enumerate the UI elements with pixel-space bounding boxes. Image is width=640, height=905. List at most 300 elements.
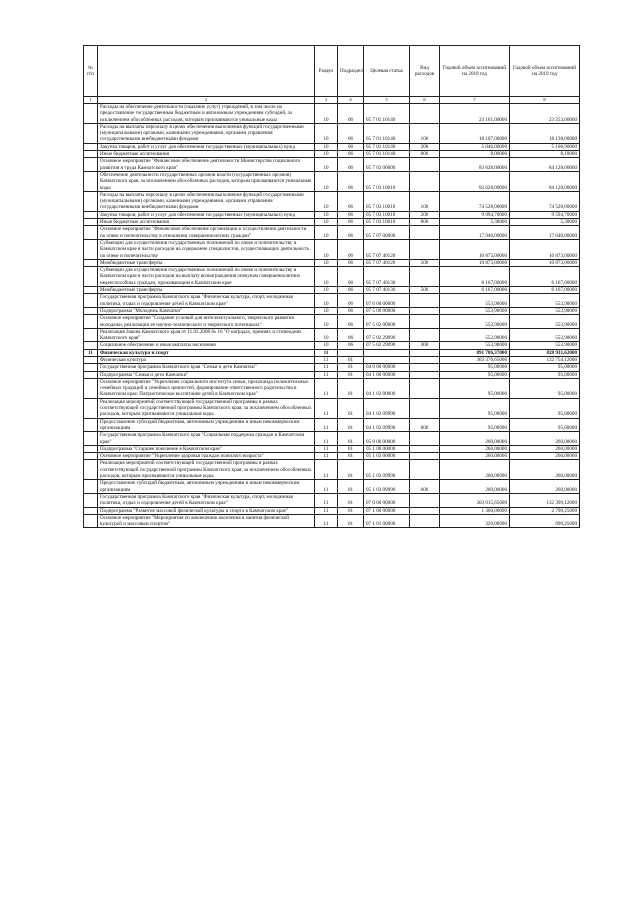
row-amount-2018: 9 094,70000 <box>440 211 510 218</box>
row-section: 10 <box>315 123 338 143</box>
header-expense-type: Вид расходов <box>410 46 440 97</box>
row-name: Иные бюджетные ассигнования <box>98 219 315 226</box>
row-target-article: 04 1 02 09990 <box>364 398 410 418</box>
row-number <box>84 480 98 494</box>
row-name: Физическая культура <box>98 356 315 363</box>
row-name: Субвенции для осуществления государственных полномочий по опеке и попечительству в Камчатском крае в части расходов на содержание специалистов, осуществляющих деятельность по опеке и попечительству <box>98 239 315 259</box>
header-section: Раздел <box>315 46 338 97</box>
header-amount-2019: Годовой объем ассигнований на 2019 год <box>510 46 580 97</box>
column-index-row <box>84 97 580 104</box>
row-expense-type <box>410 453 440 460</box>
row-section: 11 <box>315 398 338 418</box>
row-expense-type: 500 <box>410 259 440 266</box>
row-name: Физическая культура и спорт <box>98 349 315 356</box>
row-amount-2019: 690,25000 <box>510 514 580 528</box>
row-expense-type: 100 <box>410 123 440 143</box>
row-amount-2018: 553,90000 <box>440 294 510 308</box>
row-expense-type <box>410 371 440 378</box>
row-section: 10 <box>315 307 338 314</box>
column-index: 1 <box>84 97 98 104</box>
row-amount-2019: 5 106,90000 <box>510 143 580 150</box>
row-expense-type <box>410 398 440 418</box>
table-row <box>84 349 580 356</box>
row-subsection: 01 <box>338 460 364 480</box>
table-row <box>84 151 580 158</box>
row-name: Расходы на выплаты персоналу в целях обеспечения выполнения функций государственными (муниципальными) органами, казенными учреждениями, органами управления государственными внебюджетными фондами <box>98 191 315 211</box>
row-expense-type: 600 <box>410 480 440 494</box>
row-number: 11 <box>84 349 98 356</box>
row-subsection: 06 <box>338 219 364 226</box>
row-name: Предоставление субсидий бюджетным, автономным учреждениям и иным некоммерческим организациям <box>98 480 315 494</box>
row-number <box>84 418 98 432</box>
header-number: № п/п <box>84 46 98 97</box>
row-target-article: 07 0 00 00000 <box>364 294 410 308</box>
row-amount-2018: 6 167,00000 <box>440 267 510 287</box>
row-target-article <box>364 349 410 356</box>
row-amount-2018: 1 360,00000 <box>440 507 510 514</box>
row-section: 11 <box>315 371 338 378</box>
row-amount-2018: 10 873,00000 <box>440 239 510 259</box>
row-section: 11 <box>315 514 338 528</box>
row-expense-type <box>410 364 440 371</box>
row-number <box>84 378 98 398</box>
row-target-article: 05 7 03 00000 <box>364 158 410 172</box>
row-amount-2019: 95,00000 <box>510 418 580 432</box>
row-name: Расходы на выплаты персоналу в целях обеспечения выполнения функций государственными (муниципальными) органами, казенными учреждениями, органами управления государственными внебюджетными фондами <box>98 123 315 143</box>
row-expense-type <box>410 349 440 356</box>
row-section: 10 <box>315 158 338 172</box>
table-row <box>84 398 580 418</box>
row-amount-2018: 95,00000 <box>440 378 510 398</box>
row-name: Закупка товаров, работ и услуг для обеспечения государственных (муниципальных) нужд <box>98 211 315 218</box>
row-target-article: 07 5 02 29090 <box>364 328 410 342</box>
row-name: Межбюджетные трансферты <box>98 259 315 266</box>
column-index: 3 <box>315 97 338 104</box>
row-amount-2019: 553,90000 <box>510 328 580 342</box>
row-subsection: 06 <box>338 211 364 218</box>
table-body <box>84 104 580 528</box>
row-amount-2018: 553,90000 <box>440 315 510 329</box>
row-subsection: 01 <box>338 514 364 528</box>
table-row <box>84 514 580 528</box>
row-name: Основное мероприятие "Финансовое обеспечение деятельности Министерства социального развития и труда Камчатского края" <box>98 158 315 172</box>
row-subsection: 06 <box>338 226 364 240</box>
row-number <box>84 226 98 240</box>
row-section: 10 <box>315 328 338 342</box>
row-number <box>84 219 98 226</box>
row-amount-2019: 260,00000 <box>510 460 580 480</box>
row-amount-2018: 303 370,65000 <box>440 356 510 363</box>
budget-document <box>83 45 579 528</box>
row-name: Основное мероприятие "Укрепление социального института семьи, пропаганда положительных семейных традиций и семейных ценностей, формирование ответственного родительства в Камчатском крае. Патриотическое воспитание детей в Камчатском крае" <box>98 378 315 398</box>
row-amount-2019: 10 873,00000 <box>510 239 580 259</box>
row-amount-2019: 95,00000 <box>510 364 580 371</box>
row-expense-type: 500 <box>410 287 440 294</box>
row-section: 10 <box>315 239 338 259</box>
row-name: Подпрограмма "Развитие массовой физической культуры и спорта в Камчатском крае" <box>98 507 315 514</box>
row-expense-type <box>410 307 440 314</box>
row-target-article: 05 1 03 00000 <box>364 453 410 460</box>
row-expense-type <box>410 104 440 124</box>
row-expense-type <box>410 239 440 259</box>
header-row <box>84 46 580 97</box>
row-amount-2019: 828 931,62000 <box>510 349 580 356</box>
table-row <box>84 315 580 329</box>
row-subsection: 01 <box>338 507 364 514</box>
row-amount-2019: 18 138,00000 <box>510 123 580 143</box>
row-number <box>84 191 98 211</box>
row-section: 10 <box>315 226 338 240</box>
row-section: 10 <box>315 143 338 150</box>
row-amount-2018: 74 528,00000 <box>440 191 510 211</box>
row-subsection: 06 <box>338 123 364 143</box>
row-name: Межбюджетные трансферты <box>98 287 315 294</box>
row-section: 11 <box>315 432 338 446</box>
row-amount-2018: 260,00000 <box>440 460 510 480</box>
row-section: 10 <box>315 342 338 349</box>
row-subsection: 01 <box>338 371 364 378</box>
row-target-article: 05 7 07 40130 <box>364 287 410 294</box>
row-number <box>84 371 98 378</box>
row-name: Подпрограмма "Семья и дети Камчатки" <box>98 371 315 378</box>
row-name: Основное мероприятие "Мероприятия по вовлечению населения в занятия физической культурой и массовым спортом" <box>98 514 315 528</box>
row-section: 11 <box>315 507 338 514</box>
table-row <box>84 445 580 452</box>
row-subsection: 06 <box>338 191 364 211</box>
row-number <box>84 171 98 191</box>
row-number <box>84 356 98 363</box>
row-expense-type <box>410 267 440 287</box>
row-target-article: 05 7 07 40120 <box>364 259 410 266</box>
row-section: 10 <box>315 191 338 211</box>
row-number <box>84 364 98 371</box>
budget-table <box>83 45 580 528</box>
row-amount-2019: 10 873,00000 <box>510 259 580 266</box>
row-expense-type: 600 <box>410 418 440 432</box>
header-amount-2018: Годовой объем ассигнований на 2018 год <box>440 46 510 97</box>
row-expense-type <box>410 226 440 240</box>
row-subsection: 06 <box>338 158 364 172</box>
row-section: 11 <box>315 356 338 363</box>
table-row <box>84 307 580 314</box>
row-amount-2018: 95,00000 <box>440 418 510 432</box>
row-section: 10 <box>315 219 338 226</box>
row-name: Расходы на обеспечение деятельности (оказание услуг) учреждений, в том числе на предоставление государственным бюджетным и автономным учреждениям субсидий, за исключением обособленных расходов, которым присваиваются уникальные коды <box>98 104 315 124</box>
header-subsection: Подраздел <box>338 46 364 97</box>
row-number <box>84 294 98 308</box>
row-target-article: 05 7 07 40130 <box>364 267 410 287</box>
row-target-article: 05 7 03 10010 <box>364 171 410 191</box>
table-row <box>84 267 580 287</box>
row-target-article: 05 7 03 10010 <box>364 191 410 211</box>
row-number <box>84 143 98 150</box>
column-index: 2 <box>98 97 315 104</box>
column-index: 6 <box>410 97 440 104</box>
row-expense-type <box>410 294 440 308</box>
row-name: Основное мероприятие "Финансовое обеспечение организации и осуществления деятельности по опеке и попечительству в отношении совершеннолетних граждан" <box>98 226 315 240</box>
row-target-article: 05 1 03 09990 <box>364 460 410 480</box>
row-target-article: 05 7 03 10010 <box>364 211 410 218</box>
row-section: 10 <box>315 211 338 218</box>
table-row <box>84 219 580 226</box>
row-expense-type <box>410 356 440 363</box>
row-target-article: 07 1 00 00000 <box>364 507 410 514</box>
row-section: 10 <box>315 104 338 124</box>
row-expense-type <box>410 507 440 514</box>
row-subsection: 01 <box>338 432 364 446</box>
row-amount-2019: 17 040,00000 <box>510 226 580 240</box>
row-subsection: 01 <box>338 418 364 432</box>
row-target-article: 07 5 02 00000 <box>364 315 410 329</box>
row-name: Реализация мероприятий соответствующей государственной программы в рамках соответствующей государственной программы Камчатского края, за исключением обособленных расходов, которым присваиваются уникальные коды <box>98 460 315 480</box>
row-section: 11 <box>315 453 338 460</box>
row-amount-2019: 132 754,12000 <box>510 356 580 363</box>
row-section: 11 <box>315 445 338 452</box>
row-expense-type <box>410 171 440 191</box>
row-amount-2018: 8,00000 <box>440 151 510 158</box>
row-amount-2019: 8,10000 <box>510 151 580 158</box>
row-name: Закупка товаров, работ и услуг для обеспечения государственных (муниципальных) нужд <box>98 143 315 150</box>
row-amount-2019: 2 790,25000 <box>510 507 580 514</box>
row-amount-2018: 23 161,00000 <box>440 104 510 124</box>
row-amount-2019: 553,90000 <box>510 294 580 308</box>
table-row <box>84 460 580 480</box>
row-section: 11 <box>315 418 338 432</box>
row-name: Основное мероприятие "Укрепление здоровья граждан пожилого возраста" <box>98 453 315 460</box>
row-subsection: 06 <box>338 315 364 329</box>
row-amount-2018: 6 167,00000 <box>440 287 510 294</box>
row-section: 10 <box>315 287 338 294</box>
table-row <box>84 328 580 342</box>
row-name: Государственная программа Камчатского края "Социальная поддержка граждан в Камчатском крае" <box>98 432 315 446</box>
row-name: Субвенции для осуществления государственных полномочий по опеке и попечительству в Камчатском крае в части расходов на выплату вознаграждения опекунам совершеннолетних недееспособных граждан, проживающим в Камчатском крае <box>98 267 315 287</box>
table-row <box>84 104 580 124</box>
row-amount-2018: 553,90000 <box>440 342 510 349</box>
row-subsection <box>338 349 364 356</box>
row-expense-type: 300 <box>410 342 440 349</box>
row-amount-2018: 260,00000 <box>440 445 510 452</box>
row-number <box>84 445 98 452</box>
row-number <box>84 342 98 349</box>
table-row <box>84 453 580 460</box>
row-subsection: 06 <box>338 294 364 308</box>
row-name: Государственная программа Камчатского края "Семья и дети Камчатки" <box>98 364 315 371</box>
table-row <box>84 294 580 308</box>
row-target-article: 05 7 07 40120 <box>364 239 410 259</box>
row-subsection: 06 <box>338 239 364 259</box>
row-amount-2019: 132 399,12000 <box>510 493 580 507</box>
row-name: Подпрограмма "Старшее поколение в Камчатском крае" <box>98 445 315 452</box>
row-number <box>84 151 98 158</box>
row-target-article: 05 7 01 10140 <box>364 143 410 150</box>
row-expense-type <box>410 328 440 342</box>
table-row <box>84 191 580 211</box>
row-amount-2019: 553,90000 <box>510 307 580 314</box>
table-row <box>84 123 580 143</box>
row-target-article: 05 1 03 09990 <box>364 480 410 494</box>
row-target-article: 04 1 00 00000 <box>364 371 410 378</box>
column-index: 5 <box>364 97 410 104</box>
row-section: 10 <box>315 294 338 308</box>
row-amount-2019: 260,00000 <box>510 445 580 452</box>
row-amount-2018: 95,00000 <box>440 371 510 378</box>
row-number <box>84 267 98 287</box>
row-subsection: 06 <box>338 171 364 191</box>
row-amount-2018: 260,00000 <box>440 480 510 494</box>
row-expense-type: 800 <box>410 219 440 226</box>
row-target-article <box>364 356 410 363</box>
row-expense-type: 100 <box>410 191 440 211</box>
row-target-article: 07 1 01 00000 <box>364 514 410 528</box>
row-section: 10 <box>315 151 338 158</box>
row-number <box>84 453 98 460</box>
table-row <box>84 171 580 191</box>
row-amount-2019: 95,00000 <box>510 378 580 398</box>
row-subsection: 01 <box>338 453 364 460</box>
row-name: Предоставление субсидий бюджетным, автономным учреждениям и иным некоммерческим организациям <box>98 418 315 432</box>
row-section: 10 <box>315 259 338 266</box>
row-target-article: 07 5 02 29090 <box>364 342 410 349</box>
row-name: Государственная программа Камчатского края "Физическая культура, спорт, молодежная политика, отдых и оздоровление детей в Камчатском крае" <box>98 294 315 308</box>
row-target-article: 05 7 01 10140 <box>364 104 410 124</box>
row-expense-type <box>410 315 440 329</box>
row-subsection: 06 <box>338 259 364 266</box>
row-name: Социальное обеспечение и иные выплаты населению <box>98 342 315 349</box>
row-expense-type <box>410 514 440 528</box>
row-subsection: 06 <box>338 151 364 158</box>
row-target-article: 07 0 00 00000 <box>364 493 410 507</box>
column-index: 4 <box>338 97 364 104</box>
row-expense-type <box>410 158 440 172</box>
row-amount-2019: 74 528,00000 <box>510 191 580 211</box>
row-number <box>84 507 98 514</box>
row-amount-2019: 260,00000 <box>510 432 580 446</box>
row-target-article: 05 7 07 00000 <box>364 226 410 240</box>
table-row <box>84 211 580 218</box>
row-number <box>84 460 98 480</box>
row-amount-2018: 83 628,00000 <box>440 158 510 172</box>
table-row <box>84 239 580 259</box>
row-amount-2018: 303 015,65000 <box>440 493 510 507</box>
row-amount-2019: 9 594,70000 <box>510 211 580 218</box>
row-amount-2018: 5 046,00000 <box>440 143 510 150</box>
row-expense-type: 200 <box>410 211 440 218</box>
row-name: Государственная программа Камчатского края "Физическая культура, спорт, молодежная политика, отдых и оздоровление детей в Камчатском крае" <box>98 493 315 507</box>
row-amount-2019: 6 167,00000 <box>510 287 580 294</box>
row-amount-2018: 83 628,00000 <box>440 171 510 191</box>
row-subsection: 06 <box>338 328 364 342</box>
row-number <box>84 514 98 528</box>
row-target-article: 04 1 02 09990 <box>364 418 410 432</box>
column-index: 7 <box>440 97 510 104</box>
row-name: Основное мероприятие "Создание условий для интеллектуального, творческого развития молодежи, реализации ее научно-технического и творческого потенциала" <box>98 315 315 329</box>
row-number <box>84 315 98 329</box>
table-row <box>84 493 580 507</box>
row-expense-type <box>410 445 440 452</box>
row-amount-2019: 260,00000 <box>510 453 580 460</box>
row-amount-2019: 84 128,00000 <box>510 171 580 191</box>
row-number <box>84 287 98 294</box>
row-number <box>84 328 98 342</box>
row-section: 11 <box>315 378 338 398</box>
row-target-article: 04 1 02 00000 <box>364 378 410 398</box>
row-amount-2019: 553,90000 <box>510 315 580 329</box>
row-name: Подпрограмма "Молодежь Камчатки" <box>98 307 315 314</box>
row-amount-2019: 95,00000 <box>510 398 580 418</box>
row-amount-2018: 17 040,00000 <box>440 226 510 240</box>
row-subsection: 06 <box>338 143 364 150</box>
row-number <box>84 158 98 172</box>
header-name <box>98 46 315 97</box>
row-amount-2019: 6 167,00000 <box>510 267 580 287</box>
row-target-article: 05 0 00 00000 <box>364 432 410 446</box>
row-amount-2018: 95,00000 <box>440 364 510 371</box>
header-target-article: Целевая статья <box>364 46 410 97</box>
row-section: 10 <box>315 315 338 329</box>
table-row <box>84 287 580 294</box>
row-expense-type <box>410 493 440 507</box>
row-number <box>84 493 98 507</box>
row-subsection: 06 <box>338 287 364 294</box>
row-amount-2018: 553,90000 <box>440 328 510 342</box>
row-amount-2019: 260,00000 <box>510 480 580 494</box>
row-section: 11 <box>315 364 338 371</box>
row-subsection: 06 <box>338 342 364 349</box>
row-number <box>84 259 98 266</box>
table-row <box>84 342 580 349</box>
row-expense-type <box>410 378 440 398</box>
row-expense-type: 200 <box>410 143 440 150</box>
row-expense-type: 800 <box>410 151 440 158</box>
row-amount-2018: 18 107,00000 <box>440 123 510 143</box>
row-amount-2019: 95,00000 <box>510 371 580 378</box>
row-amount-2018: 95,00000 <box>440 398 510 418</box>
row-amount-2018: 10 873,00000 <box>440 259 510 266</box>
column-index: 8 <box>510 97 580 104</box>
row-amount-2019: 84 128,00000 <box>510 158 580 172</box>
row-amount-2018: 891 786,37000 <box>440 349 510 356</box>
table-row <box>84 364 580 371</box>
table-row <box>84 378 580 398</box>
table-row <box>84 418 580 432</box>
row-name: Реализация Закона Камчатского края от 11.03.2008 № 16 "О наградах, премиях и стипендиях Камчатского края" <box>98 328 315 342</box>
row-subsection: 01 <box>338 493 364 507</box>
row-subsection: 06 <box>338 307 364 314</box>
row-number <box>84 432 98 446</box>
row-amount-2018: 320,00000 <box>440 514 510 528</box>
row-subsection: 01 <box>338 398 364 418</box>
row-amount-2019: 23 253,00000 <box>510 104 580 124</box>
row-number <box>84 123 98 143</box>
table-row <box>84 480 580 494</box>
table-row <box>84 158 580 172</box>
row-target-article: 07 5 00 00000 <box>364 307 410 314</box>
row-section: 10 <box>315 267 338 287</box>
row-amount-2018: 260,00000 <box>440 432 510 446</box>
row-name: Иные бюджетные ассигнования <box>98 151 315 158</box>
row-amount-2018: 5,30000 <box>440 219 510 226</box>
row-number <box>84 211 98 218</box>
row-name: Обеспечение деятельности государственных органов власти (государственных органов) Камчатского края, за исключением обособленных расходов, которым присваиваются уникальные коды <box>98 171 315 191</box>
row-subsection: 06 <box>338 267 364 287</box>
row-target-article: 05 1 00 00000 <box>364 445 410 452</box>
row-target-article: 05 7 01 10140 <box>364 151 410 158</box>
row-subsection: 01 <box>338 364 364 371</box>
row-target-article: 04 0 00 00000 <box>364 364 410 371</box>
row-number <box>84 398 98 418</box>
row-section: 11 <box>315 349 338 356</box>
table-row <box>84 371 580 378</box>
